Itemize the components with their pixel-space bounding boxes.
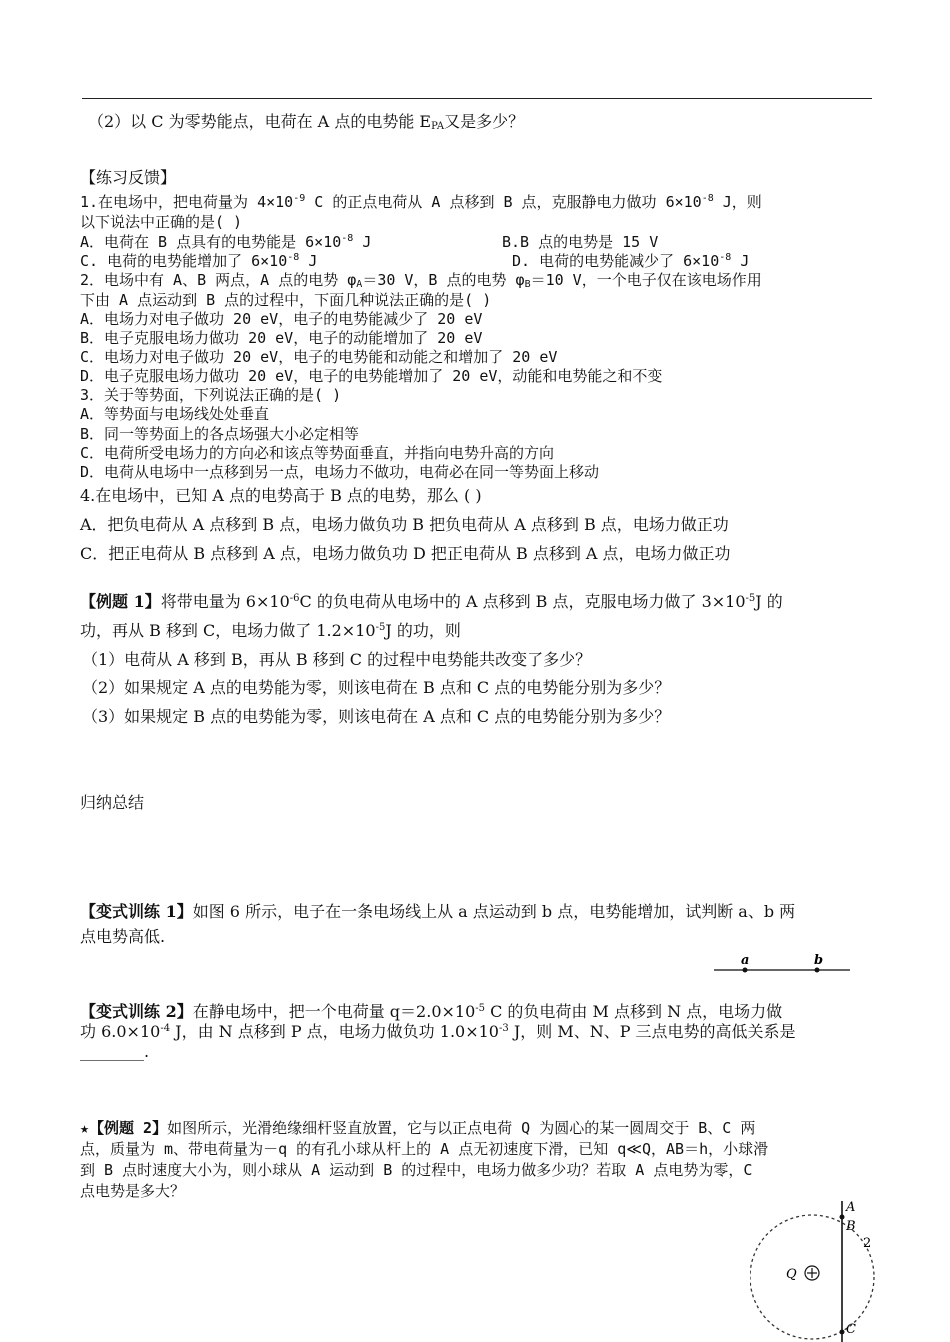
variant1-line1: 【变式训练 1】如图 6 所示，电子在一条电场线上从 a 点运动到 b 点，电势能增加，试判断 a、b 两 <box>80 902 796 921</box>
label-a: A <box>846 1200 856 1215</box>
q4-options-cd: C．把正电荷从 B 点移到 A 点，电场力做负功 D 把正电荷从 B 点移到 A 点，电场力做正功 <box>80 544 731 563</box>
variant1-line2: 点电势高低. <box>80 927 166 946</box>
top-question: （2）以 C 为零势能点，电荷在 A 点的电势能 $E_{PA}$又是多少？ <box>88 112 525 132</box>
example2-line2: 点，质量为 m、带电荷量为－q 的有孔小球从杆上的 A 点无初速度下滑，已知 q≪Q，AB＝h，小球滑 <box>80 1140 769 1158</box>
q3-stem: 3．关于等势面，下列说法正确的是( ) <box>80 386 342 404</box>
example2-line1: ★【例题 2】如图所示，光滑绝缘细杆竖直放置，它与以正点电荷 Q 为圆心的某一圆周交于 B、C 两 <box>80 1119 756 1137</box>
point-a-label: a <box>741 953 750 968</box>
variant2-line1: 【变式训练 2】在静电场中，把一个电荷量 $q=2.0\times 10^{-5}$ C 的负电荷由 M 点移到 N 点，电场力做 <box>80 1002 783 1021</box>
q3-option-a: A．等势面与电场线处处垂直 <box>80 405 270 423</box>
example1-sub2: （2）如果规定 A 点的电势能为零，则该电荷在 B 点和 C 点的电势能分别为多少？ <box>82 678 671 697</box>
q1-option-a: A．电荷在 B 点具有的电势能是 $6\times 10^{-8}$ J <box>80 233 372 251</box>
label-c: C <box>846 1322 856 1337</box>
q2-option-a: A．电场力对电子做功 20 eV，电子的电势能减少了 20 eV <box>80 310 483 328</box>
variant2-line3: ________. <box>80 1042 150 1061</box>
label-2: 2 <box>863 1236 872 1251</box>
field-line-figure <box>710 952 855 976</box>
point-a-marker <box>840 1215 845 1220</box>
q3-option-c: C．电荷所受电场力的方向必和该点等势面垂直，并指向电势升高的方向 <box>80 444 555 462</box>
example1-line1: 【例题 1】将带电量为 $6\times 10^{-6}C$ 的负电荷从电场中的 A 点移到 B 点，克服电场力做了 $3\times 10^{-5}J$ 的 <box>80 592 783 611</box>
q1-line2: 以下说法中正确的是( ) <box>80 213 243 231</box>
q2-option-d: D．电子克服电场力做功 20 eV，电子的电势能增加了 20 eV，动能和电势能之和不变 <box>80 367 663 385</box>
example2-line4: 点电势是多大？ <box>80 1182 186 1200</box>
q1-line1: 1.在电场中，把电荷量为 $4\times 10^{-9}$ C 的正点电荷从 A 点移到 B 点，克服静电力做功 $6\times 10^{-8}$ J，则 <box>80 193 762 211</box>
q2-line2: 下由 A 点运动到 B 点的过程中，下面几种说法正确的是( ) <box>80 291 492 309</box>
label-q: Q <box>786 1267 797 1282</box>
point-b-label: b <box>814 953 824 968</box>
practice-heading: 【练习反馈】 <box>80 168 177 187</box>
q2-option-c: C．电场力对电子做功 20 eV，电子的电势能和动能之和增加了 20 eV <box>80 348 558 366</box>
example1-line2: 功，再从 B 移到 C，电场力做了 $1.2\times 10^{-5}J$ 的功，则 <box>80 621 461 640</box>
point-c-marker <box>840 1330 845 1335</box>
example1-sub3: （3）如果规定 B 点的电势能为零，则该电荷在 A 点和 C 点的电势能分别为多少？ <box>82 707 671 726</box>
variant2-line2: 功 $6.0\times 10^{-4}$ J，由 N 点移到 P 点，电场力做负功 $1.0\times 10^{-3}$ J，则 M、N、P 三点电势的高低关系是 <box>80 1022 796 1041</box>
q2-option-b: B．电子克服电场力做功 20 eV，电子的动能增加了 20 eV <box>80 329 483 347</box>
q4-stem: 4.在电场中，已知 A 点的电势高于 B 点的电势，那么 ( ) <box>80 486 482 505</box>
summary-heading: 归纳总结 <box>80 793 145 812</box>
q1-option-c: C. 电荷的电势能增加了 $6\times 10^{-8}$ J <box>80 252 318 270</box>
header-rule <box>82 98 872 99</box>
point-a-dot <box>743 968 748 973</box>
q3-option-b: B．同一等势面上的各点场强大小必定相等 <box>80 425 360 443</box>
q1-option-b: B.B 点的电势是 15 V <box>502 233 659 251</box>
example1-sub1: （1）电荷从 A 移到 B，再从 B 移到 C 的过程中电势能共改变了多少？ <box>82 650 592 669</box>
label-b: B <box>846 1219 856 1234</box>
q4-options-ab: A．把负电荷从 A 点移到 B 点，电场力做负功 B 把负电荷从 A 点移到 B 点，电场力做正功 <box>80 515 729 534</box>
point-b-dot <box>815 968 820 973</box>
rod-circle-figure <box>750 1195 880 1342</box>
q1-option-d: D. 电荷的电势能减少了 $6\times 10^{-8}$ J <box>512 252 750 270</box>
q2-line1: 2．电场中有 A、B 两点，A 点的电势 $\varphi_A=30$ V，B 点的电势 $\varphi_B=10$ V，一个电子仅在该电场作用 <box>80 271 762 290</box>
q3-option-d: D．电荷从电场中一点移到另一点，电场力不做功，电荷必在同一等势面上移动 <box>80 463 600 481</box>
example2-line3: 到 B 点时速度大小为，则小球从 A 运动到 B 的过程中，电场力做多少功？若取 A 点电势为零，C <box>80 1161 753 1179</box>
